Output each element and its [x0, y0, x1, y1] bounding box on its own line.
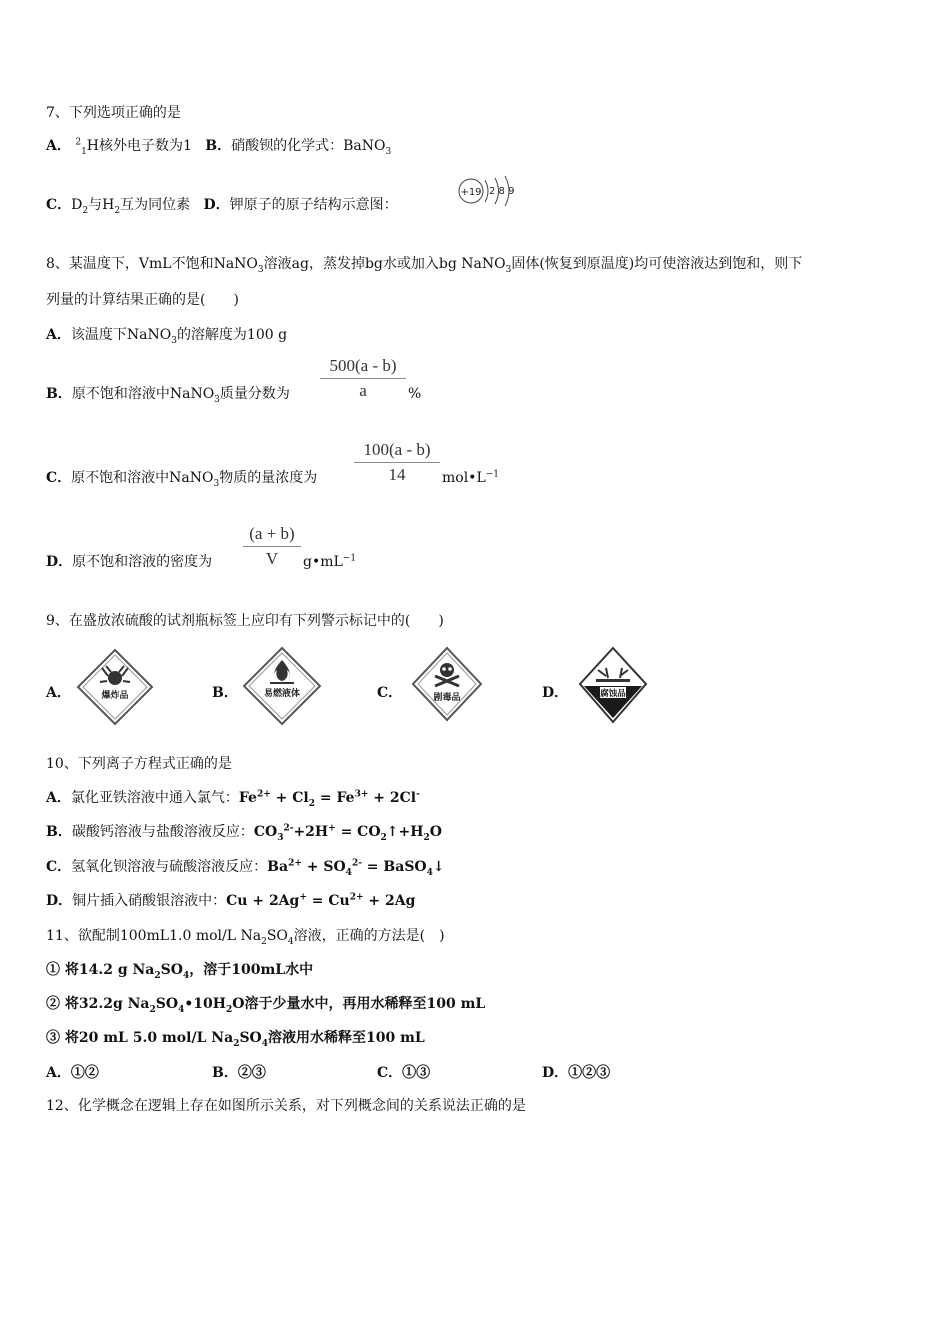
q10-option-c: C．氢氧化钡溶液与硫酸溶液反应：$Ba^{2+} + SO_4^{2-}$ = BaSO$_4$↓	[46, 858, 445, 878]
q8-stem-line2: 列量的计算结果正确的是( )	[46, 292, 239, 308]
svg-text:爆炸品: 爆炸品	[101, 691, 129, 701]
q7-line-cd: C．$D_2$与$H_2$互为同位素 D．钾原子的原子结构示意图：	[46, 197, 398, 216]
corrosive-sign-icon	[578, 646, 648, 726]
q9-option-d-label: D．	[542, 685, 569, 701]
q10-option-d: D．铜片插入硝酸银溶液中：$Cu + 2Ag^+ = Cu^{2+} + 2Ag$	[46, 892, 416, 909]
q7-line-ab: A． $^2_1$H核外电子数为1 B．硝酸钡的化学式：BaNO$_3$	[46, 137, 392, 157]
q8-option-c: C．原不饱和溶液中NaNO$_3$物质的量浓度为	[46, 470, 318, 489]
q10-option-a: A．氯化亚铁溶液中通入氯气：$Fe^{2+} + Cl_2 = Fe^{3+} + 2Cl^-$	[46, 789, 420, 809]
q9-option-c-label: C．	[377, 685, 403, 701]
explosive-sign-icon	[76, 648, 154, 726]
potassium-atom-diagram	[455, 174, 519, 214]
q8-b-unit: %	[408, 386, 422, 402]
q7-option-c-label: C．	[46, 197, 72, 213]
q10-stem: 10、下列离子方程式正确的是	[46, 756, 232, 772]
q8-stem-line1: 8、某温度下，VmL不饱和NaNO$_3$溶液ag，蒸发掉bg水或加入bg NaNO$_3$固体(恢复到原温度)均可使溶液达到饱和，则下	[46, 256, 803, 275]
q8-d-unit: $g•mL^{-1}$	[303, 553, 357, 570]
q8-option-d: D．原不饱和溶液的密度为	[46, 554, 213, 570]
q9-option-b-label: B．	[212, 685, 238, 701]
q11-item-3: ③ 将20 mL 5.0 mol/L $Na_2SO_4$溶液用水稀释至100 mL	[46, 1030, 425, 1049]
q8-option-b: B．原不饱和溶液中NaNO$_3$质量分数为	[46, 386, 290, 405]
q7-stem: 7、下列选项正确的是	[46, 105, 181, 121]
toxic-sign-icon	[411, 646, 483, 726]
svg-text:腐蚀品: 腐蚀品	[600, 689, 626, 699]
q10-option-b: B．碳酸钙溶液与盐酸溶液反应：$CO_3^{2-}+2H^+$ = $CO_2↑+H_2O$	[46, 823, 442, 843]
q11-option-d: D．①②③	[542, 1065, 611, 1081]
q7-option-b-text: 硝酸钡的化学式：BaNO	[231, 138, 386, 154]
q7-option-a-text: H核外电子数为1	[86, 138, 192, 154]
q7-option-d-label: D．	[203, 197, 230, 213]
q11-option-c: C．①③	[377, 1065, 431, 1081]
q11-option-a: A．①②	[46, 1065, 99, 1081]
q11-stem: 11、欲配制100mL1.0 mol/L $Na_2SO_4$溶液，正确的方法是( )	[46, 928, 445, 947]
shell-electrons-label: 2 8 9	[489, 186, 515, 197]
flammable-liquid-sign-icon	[242, 646, 322, 726]
q9-stem: 9、在盛放浓硫酸的试剂瓶标签上应印有下列警示标记中的( )	[46, 613, 444, 629]
q7-option-d-text: 钾原子的原子结构示意图：	[229, 197, 398, 213]
q7-option-a-label: A．	[46, 138, 71, 154]
q11-option-b: B．②③	[212, 1065, 266, 1081]
q8-c-fraction: 100(a - b) 14	[354, 440, 440, 485]
q8-b-fraction: 500(a - b) a	[320, 356, 406, 401]
q11-item-1: ① 将14.2 g $Na_2SO_4$，溶于100mL水中	[46, 962, 314, 981]
svg-text:剧毒品: 剧毒品	[433, 693, 461, 703]
q7-option-b-label: B．	[205, 138, 232, 154]
nucleus-label: +19	[460, 187, 482, 198]
q11-item-2: ② 将32.2g $Na_2SO_4•10H_2O$溶于少量水中，再用水稀释至100 mL	[46, 996, 486, 1015]
q8-d-fraction: (a + b) V	[243, 524, 301, 569]
q8-c-unit: $mol•L^{-1}$	[442, 469, 500, 486]
q8-option-a: A．该温度下NaNO$_3$的溶解度为100 g	[46, 327, 288, 346]
svg-text:易燃液体: 易燃液体	[263, 689, 301, 699]
q12-stem: 12、化学概念在逻辑上存在如图所示关系，对下列概念间的关系说法正确的是	[46, 1098, 526, 1114]
q9-option-a-label: A．	[46, 685, 71, 701]
